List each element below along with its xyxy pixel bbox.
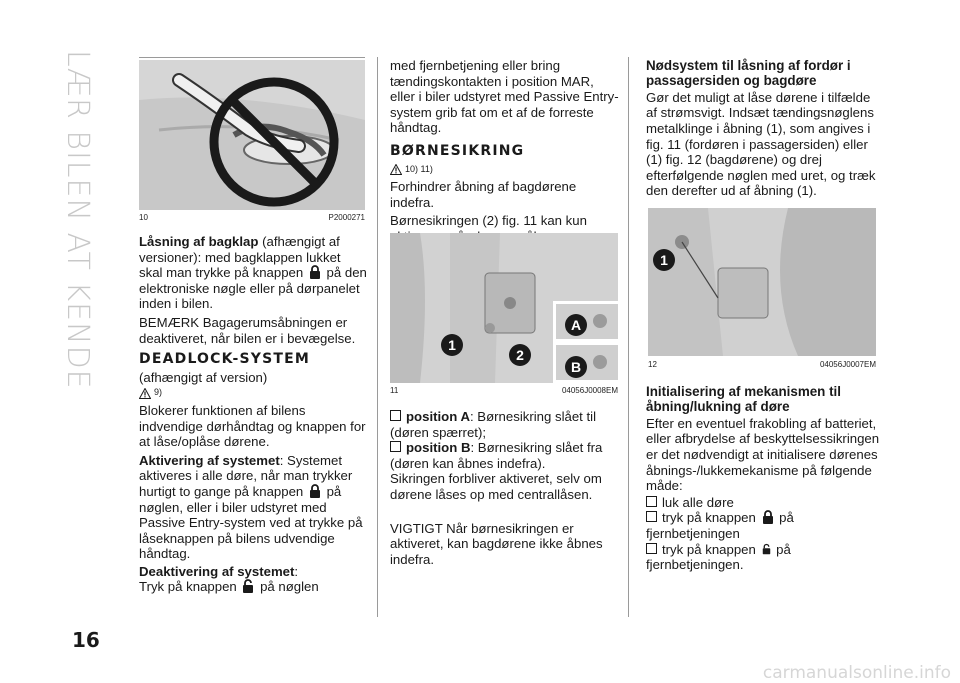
text-span: : bbox=[294, 563, 299, 579]
warning-ref bbox=[139, 385, 367, 401]
text-span: (afhængigt af versioner): med bagklappen lukket skal man trykke på knappen bbox=[139, 234, 341, 281]
column-divider-1 bbox=[377, 57, 378, 617]
figure-11-image bbox=[390, 233, 618, 383]
top-rule bbox=[139, 57, 365, 58]
figure-code: 04056J0007EM bbox=[819, 360, 876, 369]
checkbox-bullet bbox=[646, 511, 657, 522]
side-title-text: LÆR BILEN AT KENDE bbox=[60, 50, 95, 390]
step-1 bbox=[646, 495, 880, 511]
text-span: på nøglen bbox=[256, 579, 319, 595]
figure-11-caption bbox=[390, 386, 618, 395]
column-2-bottom-text bbox=[390, 409, 622, 570]
step-3 bbox=[646, 542, 880, 573]
step-2 bbox=[646, 510, 880, 541]
side-section-title bbox=[60, 50, 95, 390]
important-note: VIGTIGT Når børnesikringen er aktiveret, kan bagdørene ikke åbnes indefra. bbox=[390, 520, 603, 567]
callout-label-1: 1 bbox=[448, 337, 456, 353]
position-b-label: position B bbox=[406, 440, 471, 456]
callout-A bbox=[565, 314, 587, 336]
lock-icon bbox=[309, 265, 321, 279]
watermark-text: carmanualsonline.info bbox=[762, 663, 951, 683]
figure-12-image bbox=[648, 208, 876, 356]
step-text: på fjernbetjeningen. bbox=[646, 541, 791, 573]
deactivation-heading: Deaktivering af systemet bbox=[139, 563, 295, 579]
initialization-heading: Initialisering af mekanismen til åbning/lukning af døre bbox=[646, 384, 841, 415]
lock-icon bbox=[309, 484, 321, 498]
column-3-top-text bbox=[646, 58, 878, 202]
callout-label-1: 1 bbox=[660, 252, 668, 268]
tailgate-no-touch-illustration bbox=[139, 60, 365, 210]
figure-number: 12 bbox=[648, 360, 657, 369]
figure-number: 11 bbox=[390, 386, 399, 395]
checkbox-bullet bbox=[390, 441, 401, 452]
emergency-lock-description: Gør det muligt at låse dørene i tilfælde af strømsvigt. Indsæt tændingsnøglens metalklinge i åbning (1), som angives i fig. 11 (fordøren i passagersiden) eller (1) fig. 12 (bagdørene) og drej efterfølgende nøglen med uret, og træk den derefter ud af åbning (1). bbox=[646, 89, 876, 199]
text-span: på nøglen, eller i biler udstyret med Passive Entry-system ved at trykke på låseknappen på bilens udvendige håndtag. bbox=[139, 483, 363, 562]
text-span: Tryk på knappen bbox=[139, 579, 241, 595]
warning-ref bbox=[390, 162, 620, 178]
watermark bbox=[0, 660, 960, 683]
figure-10-image bbox=[139, 60, 365, 210]
rear-door-lock-illustration bbox=[648, 208, 876, 356]
callout-2 bbox=[509, 344, 531, 366]
tailgate-lock-paragraph bbox=[139, 234, 367, 312]
warning-icon bbox=[139, 388, 151, 399]
column-3-bottom-text bbox=[646, 384, 880, 573]
step-text: tryk på knappen bbox=[662, 541, 760, 557]
step-text: tryk på knappen bbox=[662, 510, 760, 526]
checkbox-bullet bbox=[646, 543, 657, 554]
column-2-top-text bbox=[390, 58, 620, 248]
figure-number: 10 bbox=[139, 213, 148, 222]
column-1-text bbox=[139, 234, 367, 595]
checkbox-bullet bbox=[390, 410, 401, 421]
child-lock-instruction: Børnesikringen (2) fig. 11 kan kun bbox=[390, 213, 587, 229]
step-text: på fjernbetjeningen bbox=[646, 510, 794, 541]
activation-heading: Aktivering af systemet bbox=[139, 452, 280, 468]
continued-paragraph: med fjernbetjening eller bring tændingskontakten i position MAR, eller i biler udstyret med Passive Entry-system grib fat om et af de forreste håndtag. bbox=[390, 58, 619, 136]
child-lock-note: Sikringen forbliver aktiveret, selv om dørene låses op med centrallåsen. bbox=[390, 471, 602, 502]
step-text: luk alle døre bbox=[662, 494, 734, 510]
callout-B bbox=[565, 356, 587, 378]
deadlock-subtitle: (afhængigt af version) bbox=[139, 369, 268, 385]
child-lock-heading: BØRNESIKRING bbox=[390, 142, 525, 159]
deadlock-description: Blokerer funktionen af bilens indvendige dørhåndtag og knappen for at låse/oplåse dørene. bbox=[139, 402, 366, 450]
emergency-lock-heading: Nødsystem til låsning af fordør i passagersiden og bagdøre bbox=[646, 58, 851, 89]
initialization-description: Efter en eventuel frakobling af batteriet, eller afbrydelse af beskyttelsessikringen er det nødvendigt at initialisere dørenes åbnings-/lukkemekanisme på følgende måde: bbox=[646, 415, 880, 494]
position-a-item bbox=[390, 409, 622, 440]
callout-1 bbox=[653, 249, 675, 271]
deactivation-paragraph bbox=[139, 564, 367, 595]
child-lock-description: Forhindrer åbning af bagdørene indefra. bbox=[390, 179, 577, 210]
checkbox-bullet bbox=[646, 496, 657, 507]
callout-label-2: 2 bbox=[516, 347, 524, 363]
warning-icon bbox=[390, 164, 402, 175]
text-span: : Børnesikring slået til (døren spærret); bbox=[390, 409, 597, 440]
figure-12-caption bbox=[648, 360, 876, 369]
note-paragraph: BEMÆRK Bagagerumsåbningen er deaktiveret, når bilen er i bevægelse. bbox=[139, 314, 356, 346]
deadlock-heading: DEADLOCK-SYSTEM bbox=[139, 351, 311, 368]
callout-label-B: B bbox=[570, 359, 582, 375]
text-span: på den elektroniske nøgle eller på dørpanelet inden i bilen. bbox=[139, 265, 367, 312]
position-a-label: position A bbox=[406, 409, 470, 424]
unlock-icon bbox=[762, 542, 771, 556]
figure-10-caption bbox=[139, 213, 365, 222]
lock-icon bbox=[762, 510, 774, 524]
callout-1 bbox=[441, 334, 463, 356]
callout-label-A: A bbox=[570, 317, 582, 333]
child-lock-illustration bbox=[390, 233, 618, 383]
position-b-item bbox=[390, 440, 622, 471]
text-span: : Børnesikring slået fra (døren kan åbnes indefra). bbox=[390, 440, 603, 471]
text-span: : Systemet aktiveres i alle døre, når man trykker hurtigt to gange på knappen bbox=[139, 452, 353, 499]
warning-ref-text: 10) 11) bbox=[405, 163, 433, 174]
page-number: 16 bbox=[72, 628, 100, 652]
warning-ref-text: 9) bbox=[154, 387, 163, 398]
figure-code: P2000271 bbox=[328, 213, 365, 222]
unlock-icon bbox=[242, 579, 254, 593]
activation-paragraph bbox=[139, 453, 367, 562]
column-divider-2 bbox=[628, 57, 629, 617]
tailgate-lock-heading: Låsning af bagklap bbox=[139, 234, 259, 249]
figure-code: 04056J0008EM bbox=[561, 386, 618, 395]
